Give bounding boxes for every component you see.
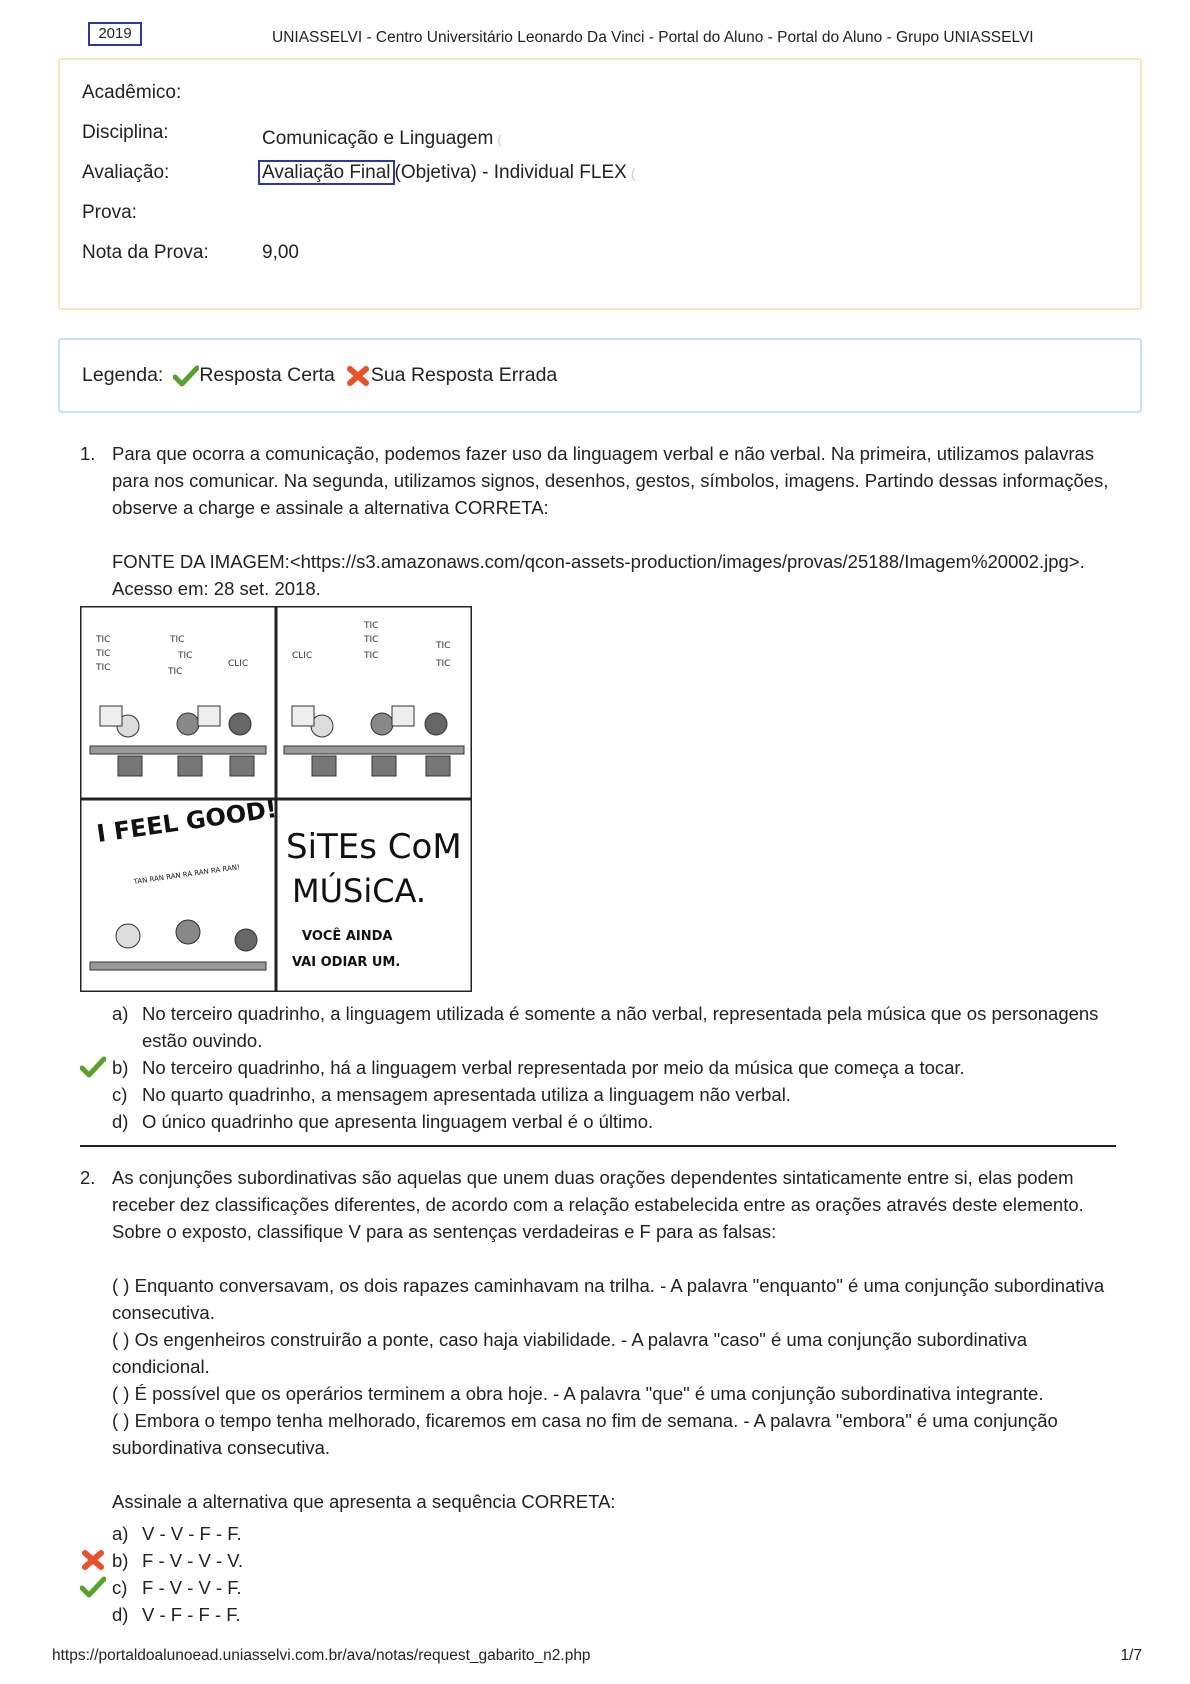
sound-text: TIC xyxy=(168,667,183,677)
option-text: No terceiro quadrinho, há a linguagem verbal representada por meio da música que começa a tocar. xyxy=(142,1057,965,1078)
academico-label: Acadêmico: xyxy=(82,82,182,103)
question-text: Para que ocorra a comunicação, podemos fazer uso da linguagem verbal e não verbal. Na primeira, utilizamos palavras para nos comunicar. Na segunda, utilizamos signos, desenhos, gestos, símbolos, imagens. Partindo dessas informações, observe a charge e assinale a alternativa CORRETA: xyxy=(112,443,1109,518)
option-a xyxy=(80,1000,1102,1054)
sound-text: TIC xyxy=(170,635,185,645)
statement: ( ) Embora o tempo tenha melhorado, ficaremos em casa no fim de semana. - A palavra "embora" é uma conjunção subordinativa consecutiva. xyxy=(112,1410,1058,1458)
option-letter: b) xyxy=(112,1057,129,1078)
sound-text: CLIC xyxy=(292,651,313,661)
statement: ( ) Enquanto conversavam, os dois rapazes caminhavam na trilha. - A palavra "enquanto" é uma conjunção subordinativa consecutiva. xyxy=(112,1275,1105,1323)
check-icon xyxy=(80,1576,106,1598)
check-icon xyxy=(80,1056,106,1078)
sound-text: TIC xyxy=(364,651,379,661)
option-c xyxy=(80,1574,1102,1601)
sound-text: TIC xyxy=(178,651,193,661)
statement: ( ) Os engenheiros construirão a ponte, caso haja viabilidade. - A palavra "caso" é uma conjunção subordinativa condicional. xyxy=(112,1329,1028,1377)
option-letter: c) xyxy=(112,1577,128,1598)
option-text: F - V - V - F. xyxy=(142,1577,242,1598)
option-text: F - V - V - V. xyxy=(142,1550,244,1571)
avaliacao-rest: (Objetiva) - Individual FLEX xyxy=(394,162,627,183)
comic-big-text: SiTEs CoM xyxy=(286,827,462,867)
option-b xyxy=(80,1547,1102,1574)
info-card xyxy=(58,58,1142,310)
statement-list xyxy=(112,1272,1120,1461)
legend-label: Legenda: xyxy=(82,364,164,386)
option-b xyxy=(80,1054,1102,1081)
comic-small-text: VAI ODIAR UM. xyxy=(292,955,401,970)
option-letter: a) xyxy=(112,1003,129,1024)
legend-wrong: Sua Resposta Errada xyxy=(370,364,558,386)
sound-text: TIC xyxy=(96,635,111,645)
sound-text: TIC xyxy=(436,641,451,651)
option-d xyxy=(80,1601,1102,1628)
comic-big-text: MÚSiCA. xyxy=(292,872,427,910)
option-letter: d) xyxy=(112,1604,129,1625)
sound-text: TIC xyxy=(96,663,111,673)
prova-label: Prova: xyxy=(82,202,137,223)
sound-text: CLIC xyxy=(228,659,249,669)
option-text: No quarto quadrinho, a mensagem apresentada utiliza a linguagem não verbal. xyxy=(142,1084,791,1105)
comic-small-text: TAN RAN RAN RA RAN RA RAN! xyxy=(133,863,241,886)
cross-icon xyxy=(80,1549,106,1571)
check-icon xyxy=(173,365,199,387)
sound-text: TIC xyxy=(436,659,451,669)
cross-icon xyxy=(345,365,371,387)
footer-url[interactable]: https://portaldoalunoead.uniasselvi.com.br/ava/notas/request_gabarito_n2.php xyxy=(52,1647,591,1664)
option-d xyxy=(80,1108,1102,1135)
statement: ( ) É possível que os operários terminem a obra hoje. - A palavra "que" é uma conjunção subordinativa integrante. xyxy=(112,1383,1044,1404)
comic-big-text: I FEEL GOOD! xyxy=(94,794,279,848)
footer-page-number: 1/7 xyxy=(1120,1647,1142,1664)
page-header-title: UNIASSELVI - Centro Universitário Leonardo Da Vinci - Portal do Aluno - Portal do Aluno - Grupo UNIASSELVI xyxy=(272,29,1034,46)
option-a xyxy=(80,1520,1102,1547)
question-prompt: Assinale a alternativa que apresenta a sequência CORRETA: xyxy=(112,1491,616,1512)
option-letter: a) xyxy=(112,1523,129,1544)
option-text: V - F - F - F. xyxy=(142,1604,241,1625)
nota-value: 9,00 xyxy=(262,242,299,263)
option-letter: d) xyxy=(112,1111,129,1132)
nota-label: Nota da Prova: xyxy=(82,242,209,263)
year-badge: 2019 xyxy=(88,22,142,46)
sound-text: TIC xyxy=(96,649,111,659)
question-1-options xyxy=(80,1000,1102,1135)
option-letter: c) xyxy=(112,1084,128,1105)
question-number: 2. xyxy=(80,1167,96,1188)
sound-text: TIC xyxy=(364,621,379,631)
comic-small-text: VOCÊ AINDA xyxy=(302,929,393,944)
avaliacao-value-wrap: Avaliação Final (Objetiva) - Individual FLEX ( xyxy=(262,162,636,184)
comic-strip xyxy=(80,606,472,992)
avaliacao-boxed: Avaliação Final xyxy=(258,160,395,185)
question-number: 1. xyxy=(80,443,96,464)
legend-card xyxy=(58,338,1142,413)
question-1 xyxy=(80,440,1120,602)
disciplina-value-wrap: Comunicação e Linguagem ( xyxy=(262,128,502,149)
option-letter: b) xyxy=(112,1550,129,1571)
question-2 xyxy=(80,1164,1120,1515)
disciplina-label: Disciplina: xyxy=(82,122,169,143)
sound-text: TIC xyxy=(364,635,379,645)
question-text: As conjunções subordinativas são aquelas que unem duas orações dependentes sintaticamente entre si, elas podem receber dez classificações diferentes, de acordo com a relação estabelecida entre as orações através deste elemento. Sobre o exposto, classifique V para as sentenças verdadeiras e F para as falsas: xyxy=(112,1167,1084,1242)
question-2-options xyxy=(80,1520,1102,1628)
option-text: No terceiro quadrinho, a linguagem utilizada é somente a não verbal, representada pela música que os personagens estão ouvindo. xyxy=(142,1003,1099,1051)
question-source: FONTE DA IMAGEM:<https://s3.amazonaws.com/qcon-assets-production/images/provas/25188/Imagem%20002.jpg>. Acesso em: 28 set. 2018. xyxy=(112,551,1085,599)
avaliacao-label: Avaliação: xyxy=(82,162,170,183)
disciplina-value: Comunicação e Linguagem xyxy=(262,128,494,149)
question-divider xyxy=(80,1145,1116,1147)
legend-correct: Resposta Certa xyxy=(199,364,335,386)
option-text: O único quadrinho que apresenta linguagem verbal é o último. xyxy=(142,1111,654,1132)
option-c xyxy=(80,1081,1102,1108)
option-text: V - V - F - F. xyxy=(142,1523,242,1544)
